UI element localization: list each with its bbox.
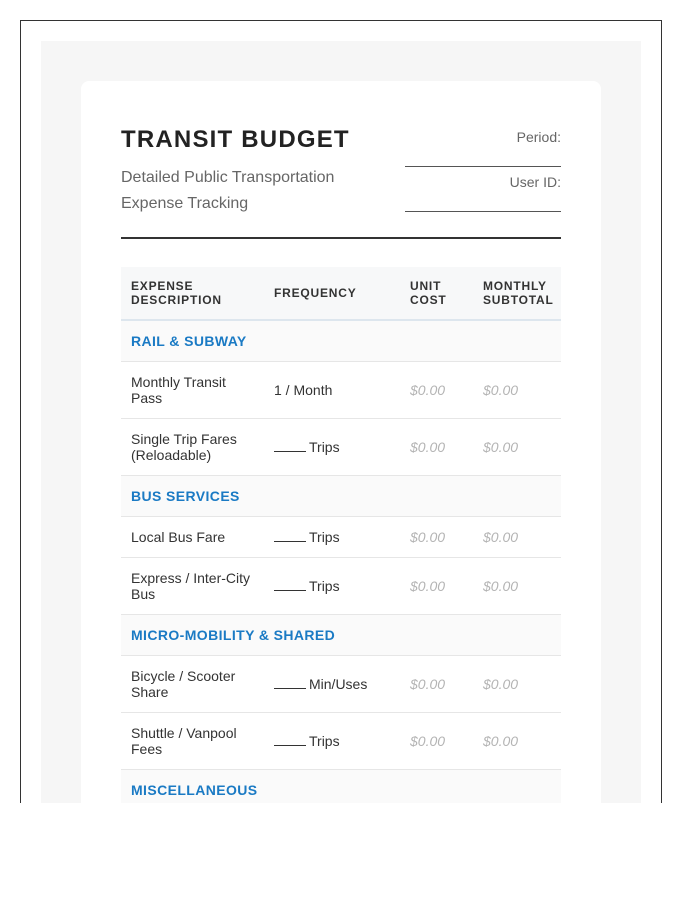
table-row [121, 419, 561, 476]
expense-description: Monthly Transit Pass [121, 362, 264, 419]
frequency-cell [264, 656, 400, 713]
budget-header [121, 121, 561, 239]
monthly-subtotal: $0.00 [473, 558, 561, 615]
frequency-blank-field[interactable] [274, 578, 306, 591]
unit-cost: $0.00 [400, 558, 473, 615]
expense-description: Single Trip Fares (Reloadable) [121, 419, 264, 476]
column-header-monthly-subtotal: MONTHLY SUBTOTAL [473, 267, 561, 320]
expense-description: Local Bus Fare [121, 517, 264, 558]
section-title: RAIL & SUBWAY [121, 320, 561, 362]
table-row [121, 656, 561, 713]
column-header-frequency: FREQUENCY [264, 267, 400, 320]
frequency-text: Trips [309, 733, 340, 749]
table-row [121, 713, 561, 770]
column-header-description: EXPENSE DESCRIPTION [121, 267, 264, 320]
frequency-text: Min/Uses [309, 676, 368, 692]
frequency-cell [264, 713, 400, 770]
unit-cost: $0.00 [400, 362, 473, 419]
unit-cost: $0.00 [400, 419, 473, 476]
monthly-subtotal: $0.00 [473, 656, 561, 713]
expense-description: Shuttle / Vanpool Fees [121, 713, 264, 770]
page-title: TRANSIT BUDGET [121, 126, 350, 153]
period-field[interactable] [405, 129, 561, 167]
expense-table [121, 267, 561, 803]
monthly-subtotal: $0.00 [473, 419, 561, 476]
frequency-text: Trips [309, 439, 340, 455]
frequency-text: 1 / Month [274, 382, 333, 398]
section-row [121, 615, 561, 656]
section-title: BUS SERVICES [121, 476, 561, 517]
unit-cost: $0.00 [400, 517, 473, 558]
frequency-blank-field[interactable] [274, 733, 306, 746]
frequency-blank-field[interactable] [274, 676, 306, 689]
frequency-blank-field[interactable] [274, 439, 306, 452]
table-row [121, 558, 561, 615]
monthly-subtotal: $0.00 [473, 362, 561, 419]
table-body [121, 320, 561, 803]
unit-cost: $0.00 [400, 713, 473, 770]
table-header-row [121, 267, 561, 320]
budget-content [121, 121, 561, 798]
frequency-cell [264, 517, 400, 558]
monthly-subtotal: $0.00 [473, 517, 561, 558]
frequency-cell [264, 558, 400, 615]
frequency-text: Trips [309, 529, 340, 545]
column-header-unit-cost: UNIT COST [400, 267, 473, 320]
table-row [121, 362, 561, 419]
expense-description: Bicycle / Scooter Share [121, 656, 264, 713]
document-frame [20, 20, 662, 803]
table-row [121, 517, 561, 558]
expense-description: Express / Inter-City Bus [121, 558, 264, 615]
frequency-cell [264, 419, 400, 476]
section-title: MICRO-MOBILITY & SHARED [121, 615, 561, 656]
section-title: MISCELLANEOUS [121, 770, 561, 804]
user-id-field[interactable] [405, 174, 561, 212]
section-row [121, 770, 561, 804]
user-id-label: User ID: [509, 174, 561, 190]
unit-cost: $0.00 [400, 656, 473, 713]
period-label: Period: [516, 129, 561, 145]
page-subtitle: Detailed Public Transportation Expense Tracking [121, 169, 335, 212]
budget-card [81, 81, 601, 803]
monthly-subtotal: $0.00 [473, 713, 561, 770]
section-row [121, 476, 561, 517]
frequency-cell [264, 362, 400, 419]
frequency-blank-field[interactable] [274, 529, 306, 542]
section-row [121, 320, 561, 362]
frequency-text: Trips [309, 578, 340, 594]
